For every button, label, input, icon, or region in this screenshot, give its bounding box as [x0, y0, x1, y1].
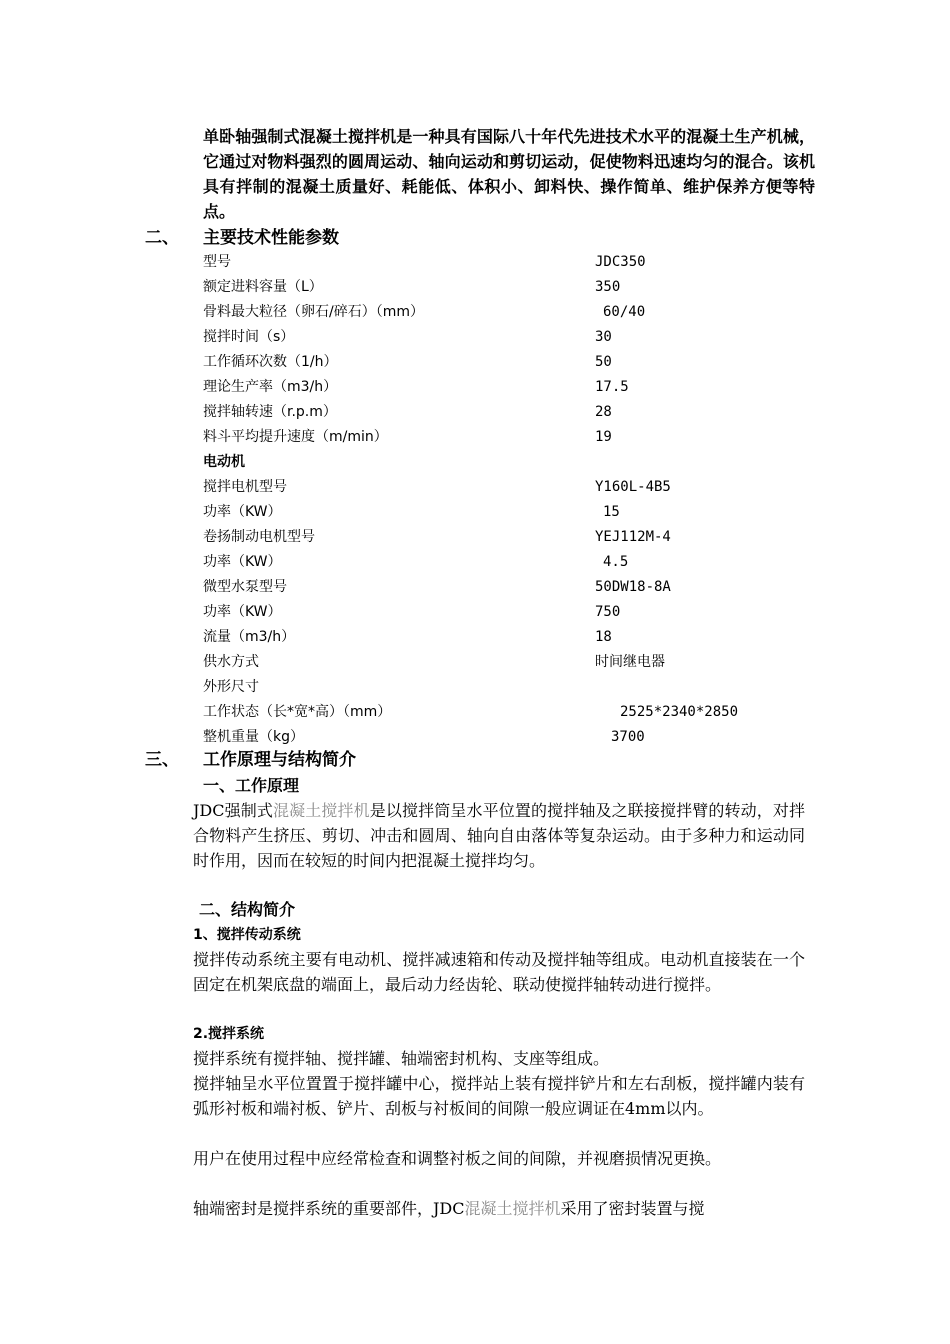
param-row: [203, 725, 803, 749]
param-label: 供水方式: [203, 654, 259, 670]
param-label: 料斗平均提升速度（m/min）: [203, 429, 388, 445]
param-label: 卷扬制动电机型号: [203, 529, 315, 545]
param-value: 750: [595, 604, 621, 620]
param-row: [203, 550, 803, 574]
param-value: 时间继电器: [595, 654, 665, 670]
param-label: 型号: [203, 254, 231, 270]
param-row: [203, 275, 803, 299]
param-label: 理论生产率（m3/h）: [203, 379, 338, 395]
param-label: 工作循环次数（1/h）: [203, 354, 338, 370]
param-value: 28: [595, 404, 612, 420]
shaft-seal-paragraph: [193, 1196, 805, 1221]
text-run: 轴端密封是搅拌系统的重要部件，JDC: [193, 1199, 465, 1218]
param-row: [203, 475, 803, 499]
param-value: 60/40: [603, 304, 646, 320]
param-value: 30: [595, 329, 612, 345]
section-3-number: 三、: [145, 750, 179, 770]
mixing-system-paragraph-3: 用户在使用过程中应经常检查和调整衬板之间的间隙，并视磨损情况更换。: [193, 1149, 722, 1168]
param-row: [203, 650, 803, 674]
param-value: 50DW18-8A: [595, 579, 671, 595]
param-row: [203, 375, 803, 399]
param-row: [203, 600, 803, 624]
param-row: [203, 575, 803, 599]
param-label: 搅拌时间（s）: [203, 329, 295, 345]
param-value: 50: [595, 354, 612, 370]
param-label: 骨料最大粒径（卵石/碎石）（mm）: [203, 304, 424, 320]
drive-system-heading: 1、搅拌传动系统: [193, 927, 301, 943]
param-value: 350: [595, 279, 621, 295]
param-label: 电动机: [203, 454, 245, 470]
text-run: JDC强制式: [193, 801, 273, 820]
param-label: 功率（KW）: [203, 604, 282, 620]
param-row: [203, 700, 803, 724]
param-row: [203, 400, 803, 424]
param-label: 流量（m3/h）: [203, 629, 296, 645]
drive-system-paragraph: 搅拌传动系统主要有电动机、搅拌减速箱和传动及搅拌轴等组成。电动机直接装在一个固定在机架底盘的端面上，最后动力经齿轮、联动使搅拌轴转动进行搅拌。: [193, 950, 805, 994]
param-value: 18: [595, 629, 612, 645]
param-label: 搅拌电机型号: [203, 479, 287, 495]
section-2-title: 主要技术性能参数: [203, 228, 339, 248]
param-label: 功率（KW）: [203, 554, 282, 570]
param-label: 整机重量（kg）: [203, 729, 304, 745]
param-value: 19: [595, 429, 612, 445]
param-label: 外形尺寸: [203, 679, 259, 695]
param-row: [203, 625, 803, 649]
section-2-number: 二、: [145, 228, 179, 248]
working-principle-paragraph: [193, 798, 805, 873]
working-principle-heading: 一、工作原理: [203, 776, 300, 795]
mixer-link[interactable]: 混凝土搅拌机: [464, 1199, 561, 1218]
param-value: Y160L-4B5: [595, 479, 671, 495]
intro-paragraph: 单卧轴强制式混凝土搅拌机是一种具有国际八十年代先进技术水平的混凝土生产机械，它通过对物料强烈的圆周运动、轴向运动和剪切运动，促使物料迅速均匀的混合。该机具有拌制的混凝土质量好、耗能低、体积小、卸料快、操作简单、维护保养方便等特点。: [203, 127, 815, 221]
param-value: JDC350: [595, 254, 646, 270]
param-row: [203, 325, 803, 349]
param-value: 15: [603, 504, 620, 520]
param-label: 工作状态（长*宽*高）（mm）: [203, 704, 392, 720]
param-value: 2525*2340*2850: [620, 704, 739, 720]
text-run: 采用了密封装置与搅: [560, 1199, 705, 1218]
param-label: 搅拌轴转速（r.p.m）: [203, 404, 337, 420]
param-row: [203, 300, 803, 324]
param-label: 微型水泵型号: [203, 579, 287, 595]
param-row: [203, 675, 803, 699]
param-row: [203, 250, 803, 274]
param-row: [203, 500, 803, 524]
mixing-system-paragraph-2: 搅拌轴呈水平位置置于搅拌罐中心，搅拌站上装有搅拌铲片和左右刮板，搅拌罐内装有弧形衬板和端衬板、铲片、刮板与衬板间的间隙一般应调证在4mm以内。: [193, 1074, 805, 1118]
section-3-title: 工作原理与结构简介: [203, 750, 356, 770]
param-value: 4.5: [603, 554, 629, 570]
param-value: 17.5: [595, 379, 629, 395]
param-label: 额定进料容量（L）: [203, 279, 323, 295]
mixing-system-paragraph-1: 搅拌系统有搅拌轴、搅拌罐、轴端密封机构、支座等组成。: [193, 1049, 610, 1068]
mixing-system-heading: 2.搅拌系统: [193, 1026, 265, 1042]
param-row: [203, 350, 803, 374]
param-value: YEJ112M-4: [595, 529, 671, 545]
param-label: 功率（KW）: [203, 504, 282, 520]
structure-heading: 二、结构简介: [199, 900, 296, 919]
text-run: 是以搅拌筒呈水平位置的搅拌轴及之联接搅拌臂的转动，对拌合物料产生挤压、剪切、冲击和圆周、轴向自由落体等复杂运动。由于多种力和运动同时作用，因而在较短的时间内把混凝土搅拌均匀。: [193, 801, 805, 870]
param-value: 3700: [611, 729, 645, 745]
param-row: [203, 525, 803, 549]
param-row: [203, 425, 803, 449]
mixer-link[interactable]: 混凝土搅拌机: [272, 801, 370, 820]
param-group-heading: [203, 450, 803, 474]
